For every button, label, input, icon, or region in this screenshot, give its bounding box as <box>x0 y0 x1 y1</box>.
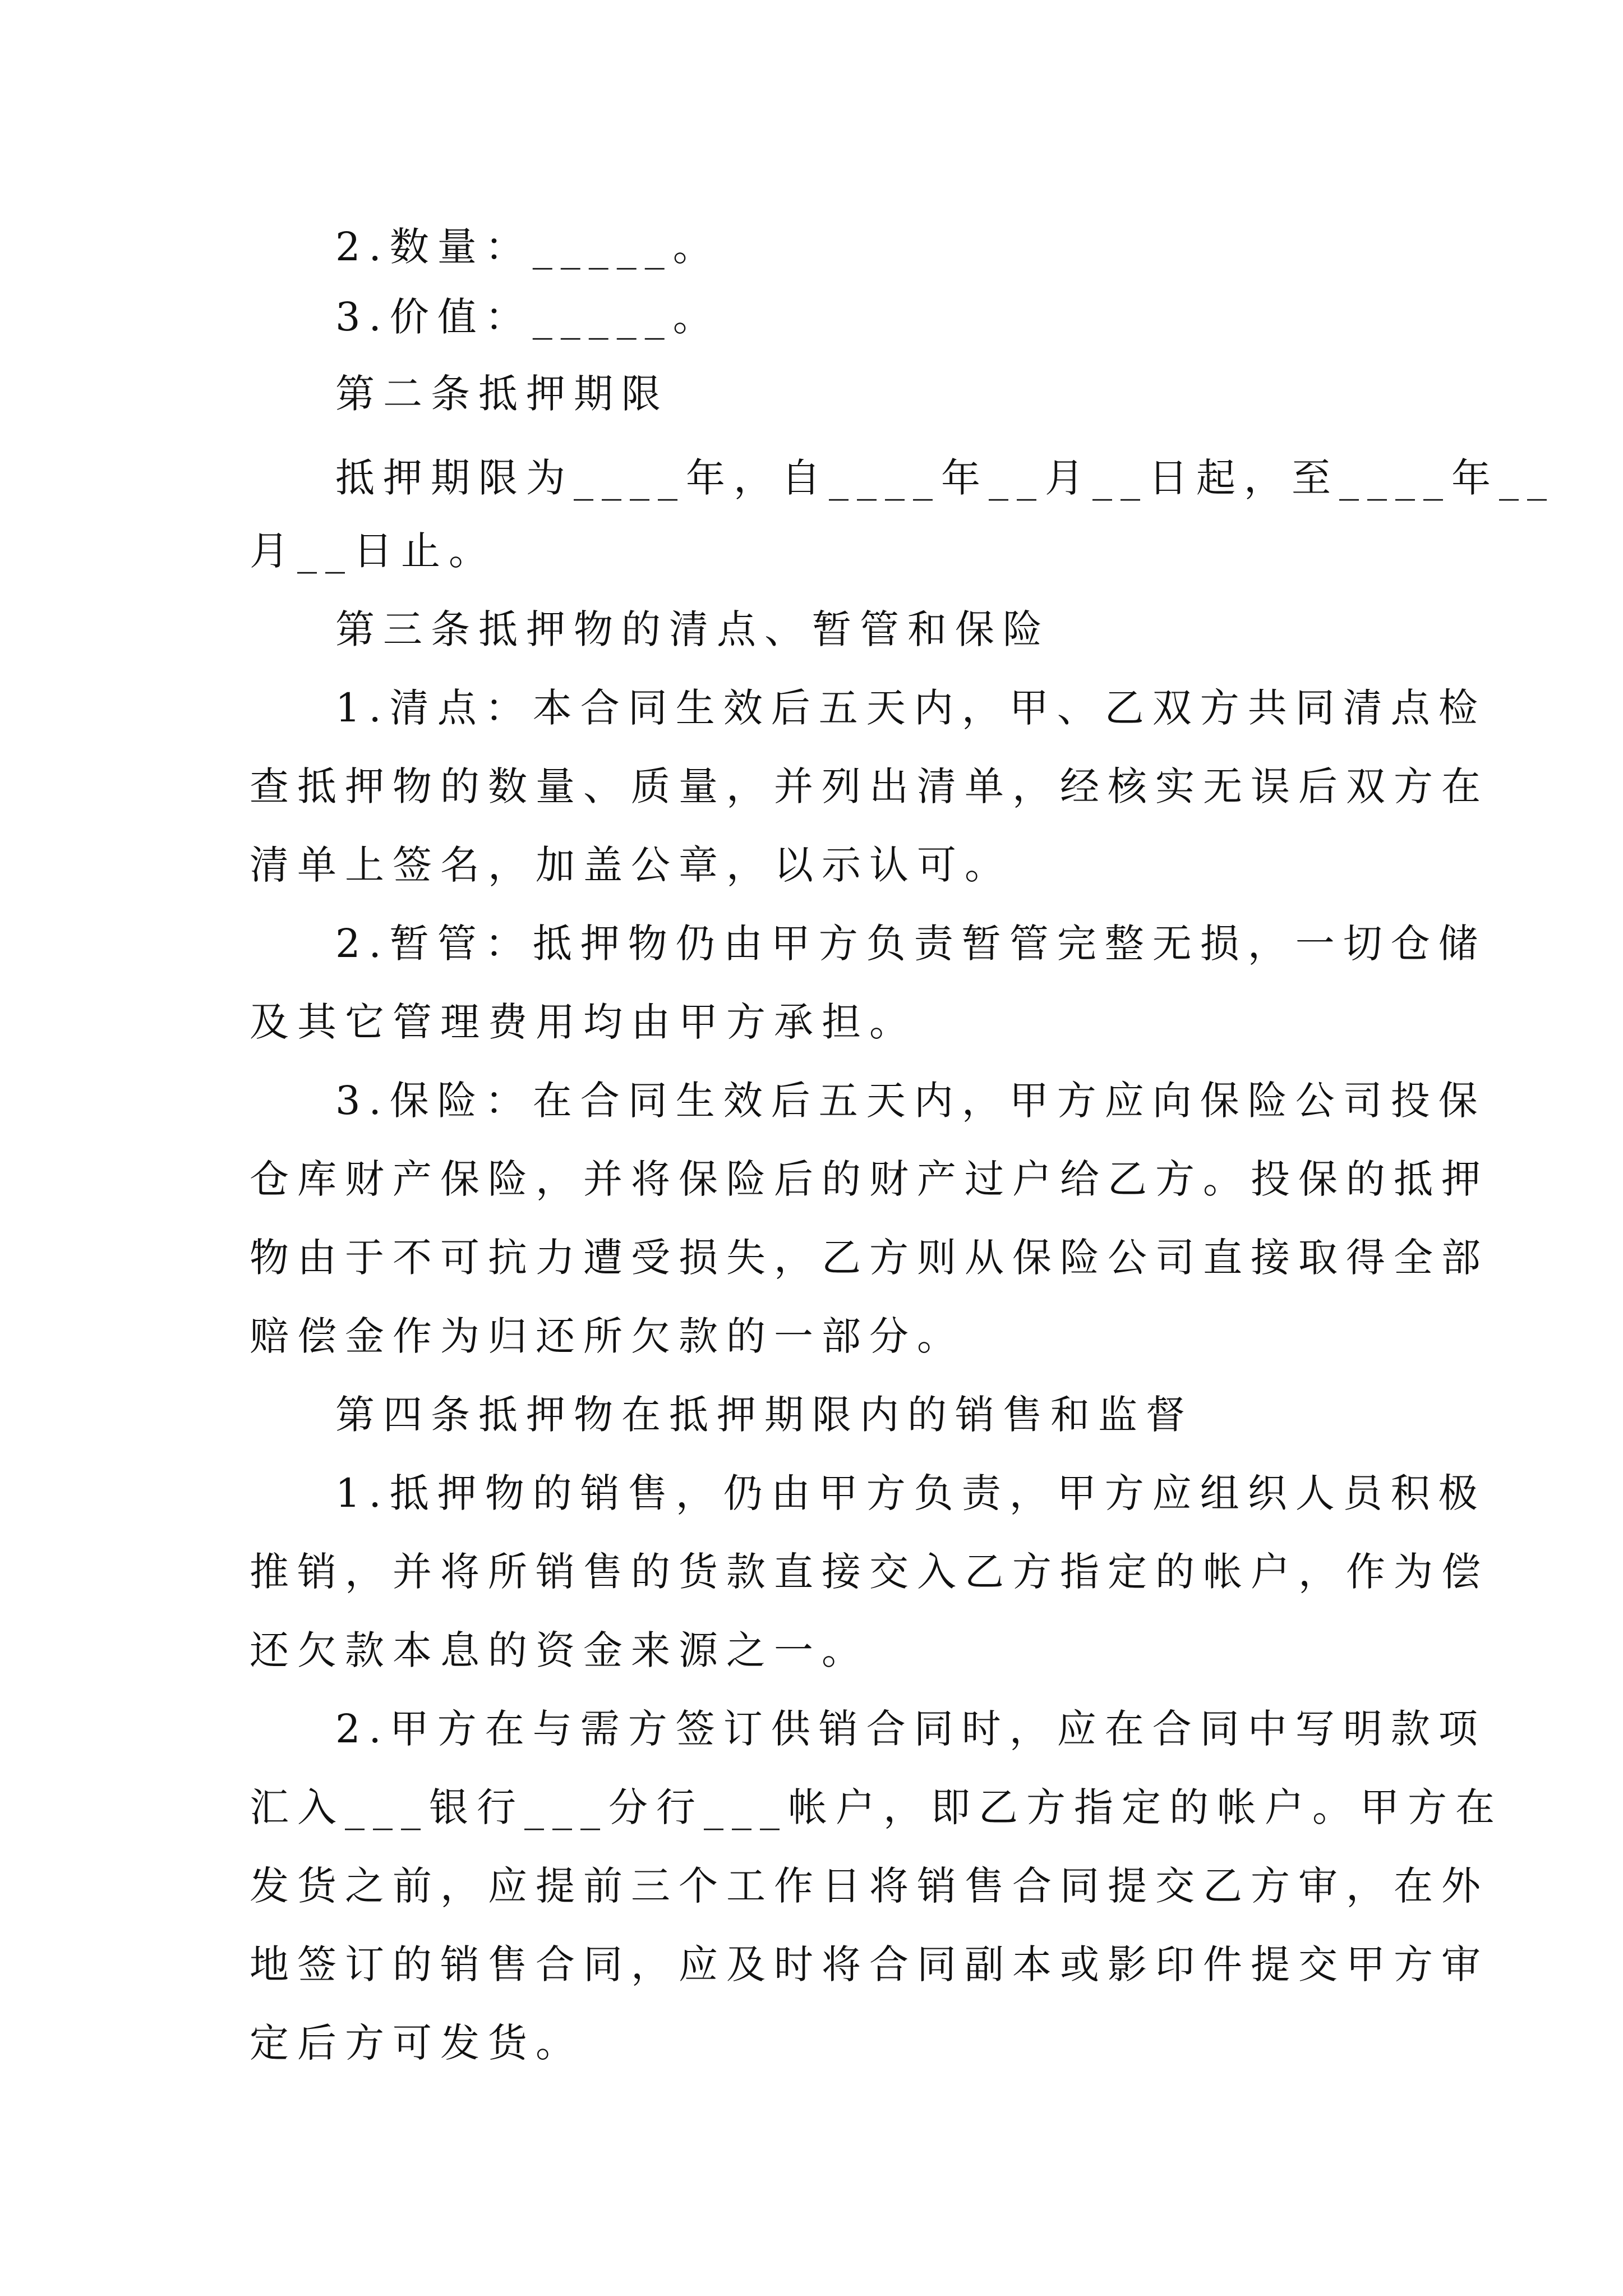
article-2-heading: 第二条抵押期限 <box>335 371 669 417</box>
paragraph-line: 查抵押物的数量、质量，并列出清单，经核实无误后双方在 <box>250 763 1489 809</box>
paragraph-line: 汇入___银行___分行___帐户，即乙方指定的帐户。甲方在 <box>250 1784 1503 1830</box>
paragraph-line: 发货之前，应提前三个工作日将销售合同提交乙方审，在外 <box>250 1863 1489 1909</box>
paragraph-line: 赔偿金作为归还所欠款的一部分。 <box>250 1313 965 1359</box>
paragraph-line: 推销，并将所销售的货款直接交入乙方指定的帐户，作为偿 <box>250 1549 1489 1595</box>
paragraph-line: 地签订的销售合同，应及时将合同副本或影印件提交甲方审 <box>250 1941 1489 1987</box>
item-quantity: 2.数量：_____。 <box>335 224 721 270</box>
paragraph-line: 定后方可发货。 <box>250 2020 583 2066</box>
paragraph-line: 1.抵押物的销售，仍由甲方负责，甲方应组织人员积极 <box>335 1470 1486 1516</box>
article-4-heading: 第四条抵押物在抵押期限内的销售和监督 <box>335 1392 1193 1438</box>
item-value: 3.价值：_____。 <box>335 294 721 340</box>
paragraph-line: 2.暂管：抵押物仍由甲方负责暂管完整无损，一切仓储 <box>335 921 1486 967</box>
paragraph-line: 1.清点：本合同生效后五天内，甲、乙双方共同清点检 <box>335 685 1486 731</box>
paragraph-line: 仓库财产保险，并将保险后的财产过户给乙方。投保的抵押 <box>250 1156 1489 1202</box>
paragraph-line: 2.甲方在与需方签订供销合同时，应在合同中写明款项 <box>335 1706 1486 1752</box>
paragraph-line: 还欠款本息的资金来源之一。 <box>250 1627 869 1673</box>
paragraph-line: 清单上签名，加盖公章，以示认可。 <box>250 842 1012 888</box>
paragraph-line: 及其它管理费用均由甲方承担。 <box>250 999 917 1045</box>
paragraph-line: 3.保险：在合同生效后五天内，甲方应向保险公司投保 <box>335 1078 1486 1124</box>
paragraph-line: 月__日止。 <box>250 528 496 574</box>
paragraph-line: 物由于不可抗力遭受损失，乙方则从保险公司直接取得全部 <box>250 1235 1489 1281</box>
article-3-heading: 第三条抵押物的清点、暂管和保险 <box>335 606 1050 652</box>
paragraph-line: 抵押期限为____年，自____年__月__日起，至____年__ <box>335 455 1555 501</box>
